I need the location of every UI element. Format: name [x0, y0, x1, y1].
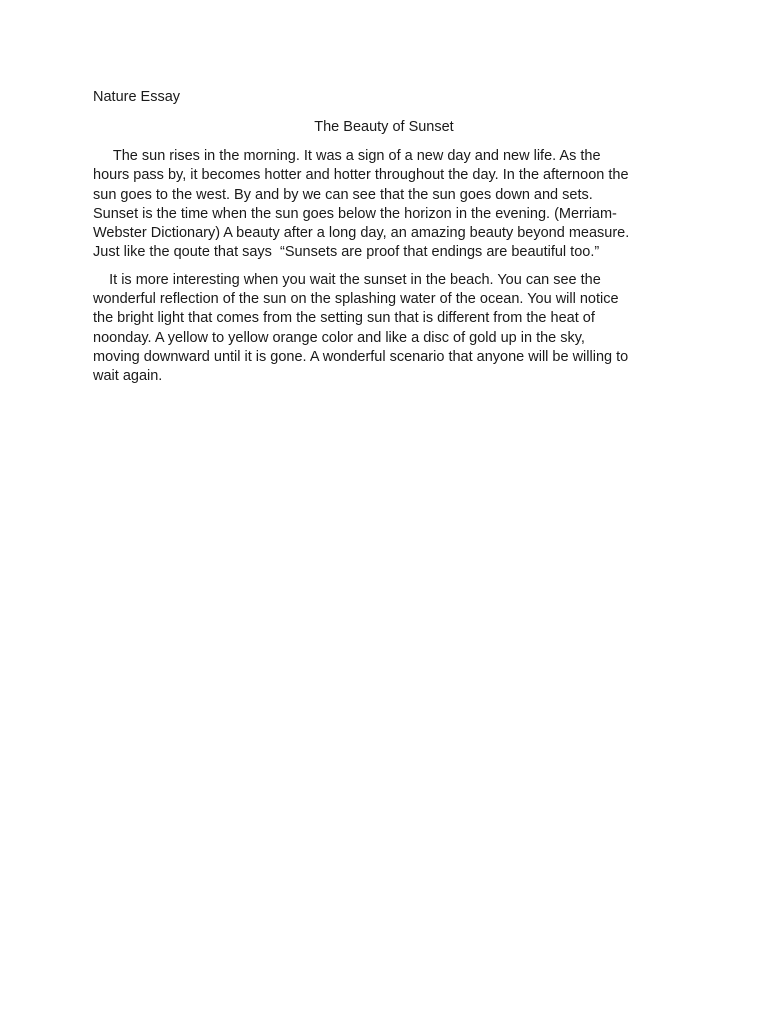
paragraph-line: wait again.: [93, 368, 163, 385]
paragraph-line: Sunset is the time when the sun goes below the horizon in the evening. (Merriam-: [93, 205, 617, 222]
paragraph-line: Webster Dictionary) A beauty after a long day, an amazing beauty beyond measure.: [93, 225, 630, 242]
essay-body: [93, 147, 683, 387]
paragraph-line: The sun rises in the morning. It was a sign of a new day and new life. As the: [93, 148, 601, 164]
paragraph-1: [93, 147, 683, 263]
paragraph-line: sun goes to the west. By and by we can see that the sun goes down and sets.: [93, 186, 593, 203]
paragraph-line: the bright light that comes from the setting sun that is different from the heat of: [93, 310, 595, 327]
paragraph-line: Just like the qoute that says “Sunsets are proof that endings are beautiful too.”: [93, 244, 600, 261]
paragraph-line: It is more interesting when you wait the sunset in the beach. You can see the: [93, 271, 601, 288]
paragraph-line: wonderful reflection of the sun on the splashing water of the ocean. You will notice: [93, 291, 619, 308]
paragraph-line: hours pass by, it becomes hotter and hotter throughout the day. In the afternoon the: [93, 167, 629, 184]
essay-title: The Beauty of Sunset: [314, 119, 454, 135]
paragraph-2: [93, 271, 683, 387]
paragraph-line: noonday. A yellow to yellow orange color and like a disc of gold up in the sky,: [93, 329, 585, 346]
document-label: Nature Essay: [93, 89, 181, 105]
paragraph-line: moving downward until it is gone. A wonderful scenario that anyone will be willing to: [93, 348, 629, 365]
